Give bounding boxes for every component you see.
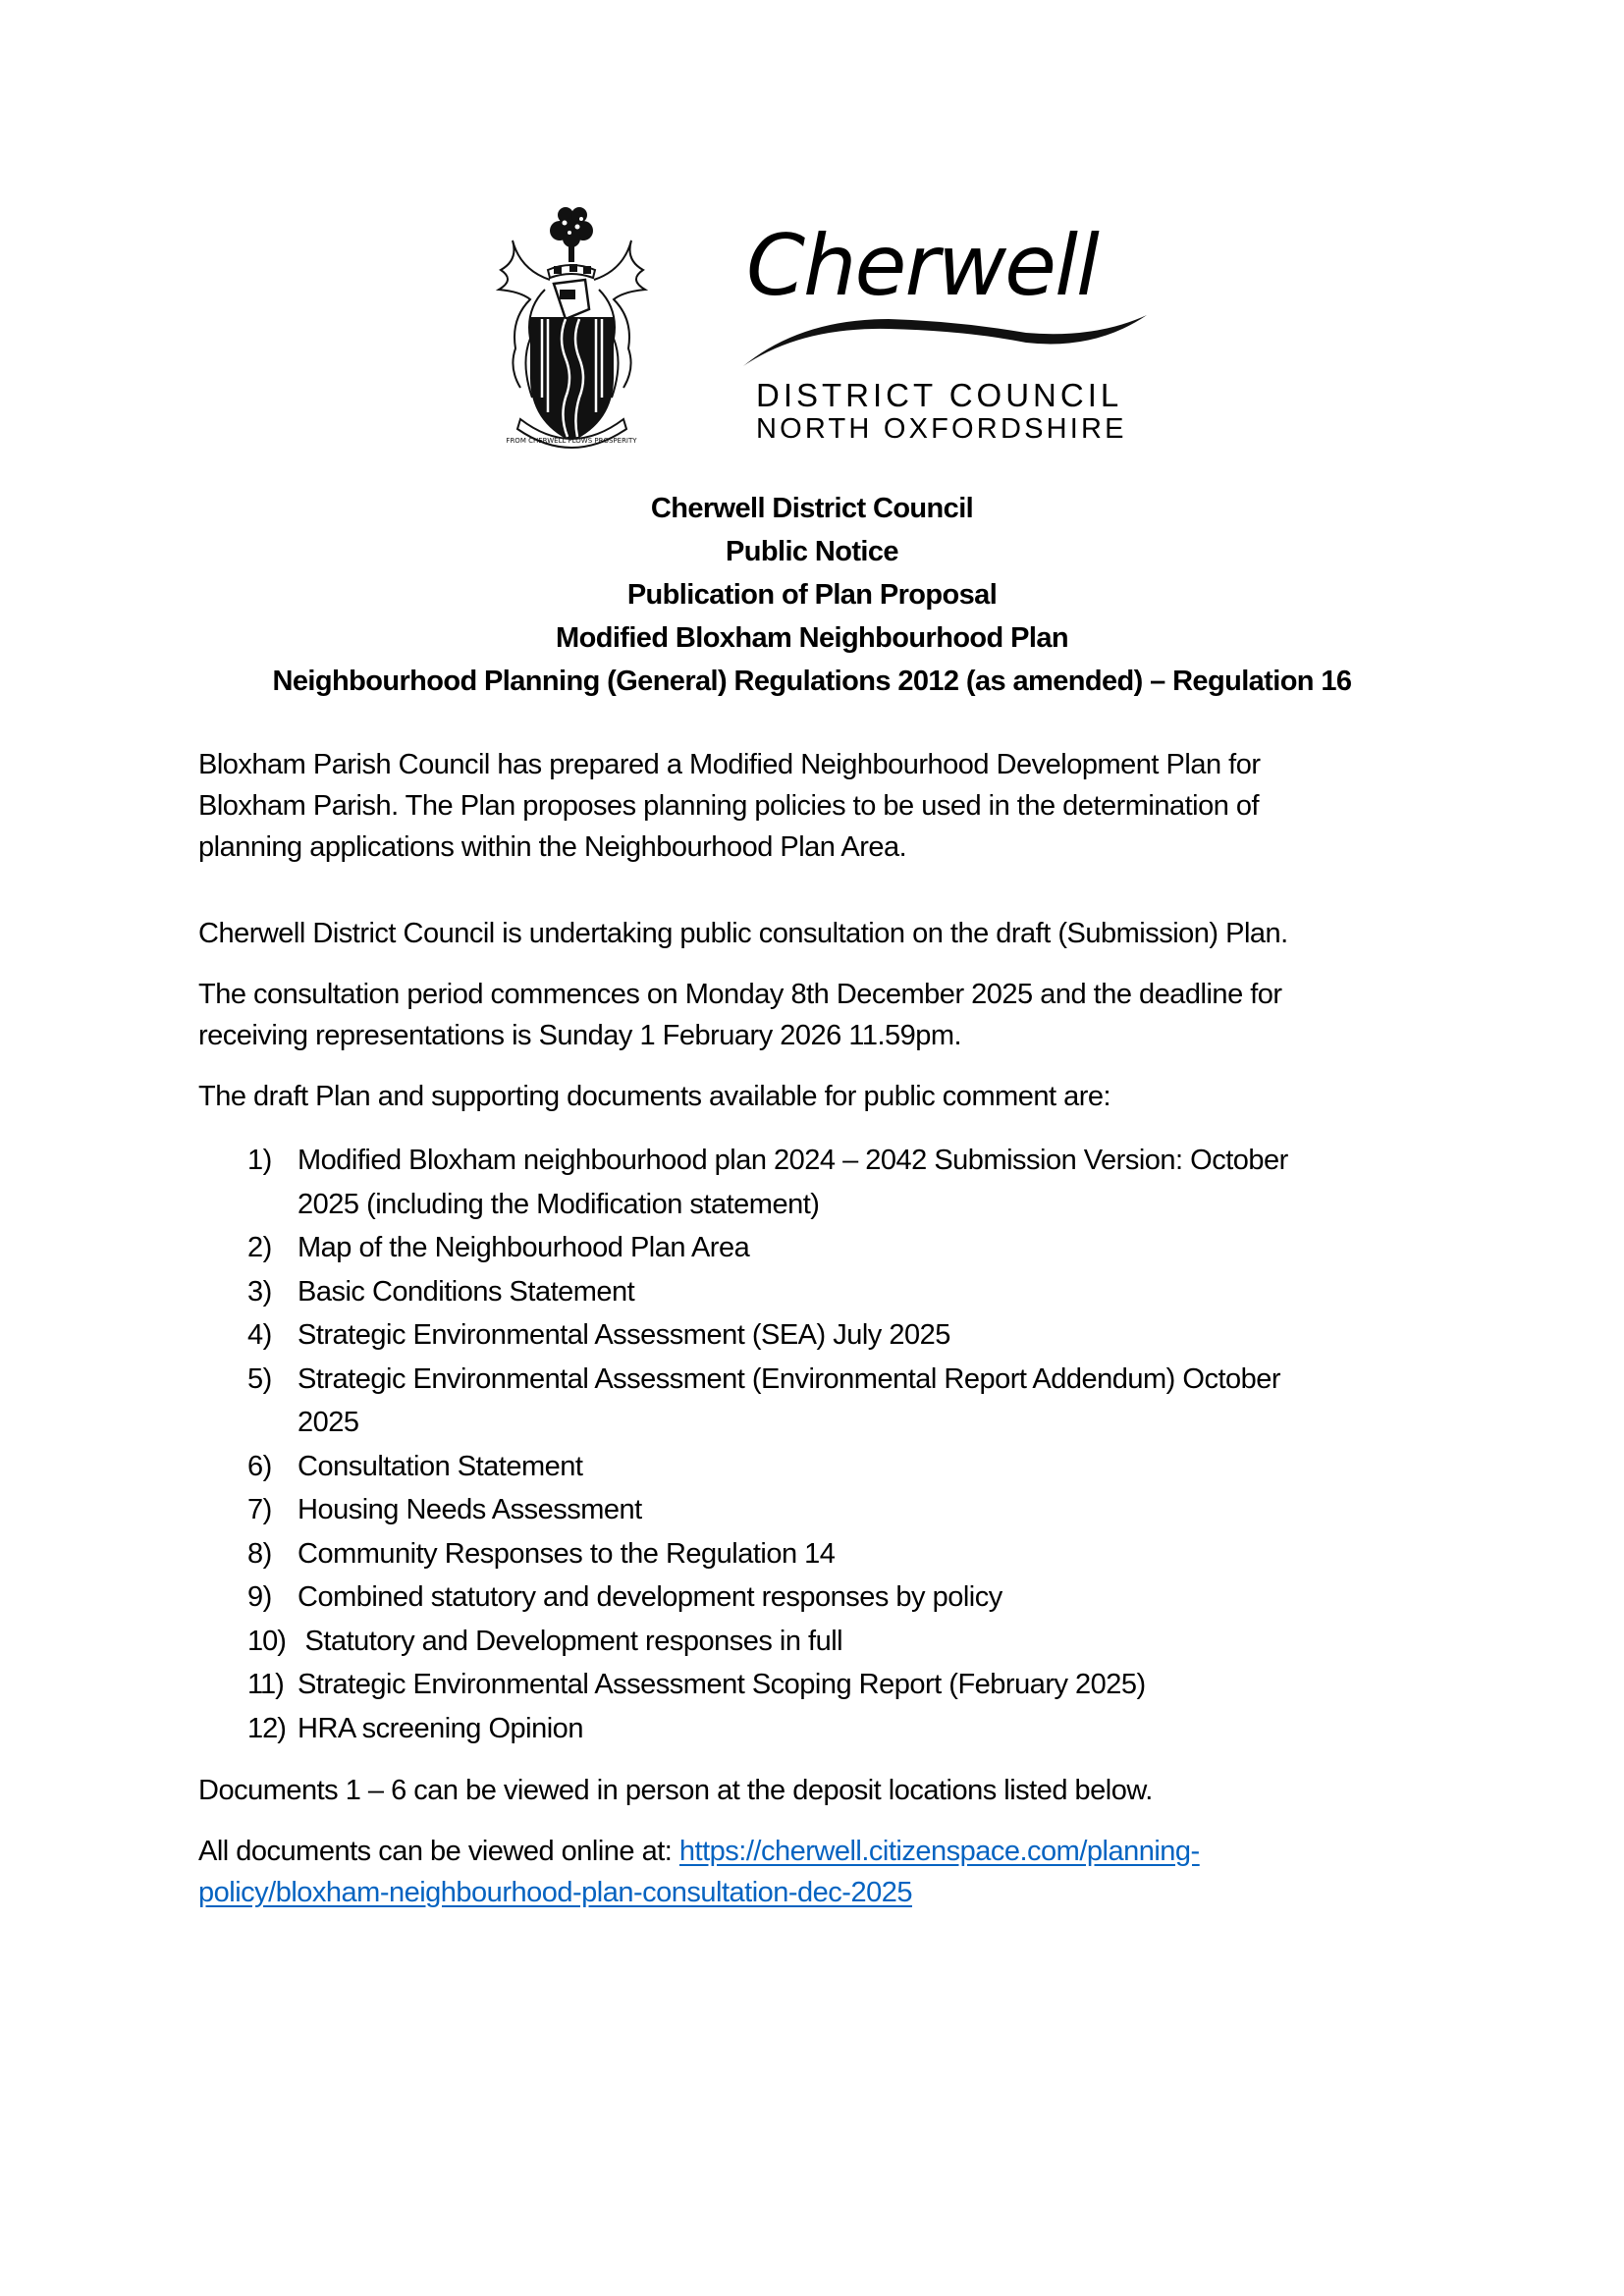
wordmark-line-region: NORTH OXFORDSHIRE [756, 413, 1127, 445]
list-text: Basic Conditions Statement [298, 1275, 635, 1308]
link-line[interactable]: https://cherwell.citizenspace.com/planning- [678, 1836, 1200, 1867]
deposit-paragraph: Documents 1 – 6 can be viewed in person at the deposit locations listed below. [198, 1775, 1153, 1806]
list-item [198, 1620, 1426, 1664]
list-text: Community Responses to the Regulation 14 [298, 1537, 836, 1570]
crest-motto: FROM CHERWELL FLOWS PROSPERITY [506, 437, 637, 445]
online-paragraph [198, 1831, 1426, 1913]
list-number: 2) [247, 1232, 272, 1263]
list-item [198, 1358, 1426, 1445]
heading-publication: Publication of Plan Proposal [626, 579, 998, 611]
list-text: Housing Needs Assessment [298, 1494, 642, 1525]
list-number: 8) [247, 1537, 272, 1570]
list-item [198, 1663, 1426, 1707]
list-text: Statutory and Development responses in full [298, 1625, 843, 1657]
coat-of-arms-icon [491, 201, 653, 454]
link-line[interactable]: policy/bloxham-neighbourhood-plan-consultation-dec-2025 [198, 1877, 912, 1908]
period-paragraph [198, 974, 1426, 1056]
list-item [198, 1226, 1426, 1270]
list-number: 3) [247, 1275, 272, 1308]
list-text: Strategic Environmental Assessment Scoping Report (February 2025) [298, 1669, 1146, 1700]
wordmark-line-district: DISTRICT COUNCIL [756, 377, 1123, 413]
period-line: receiving representations is Sunday 1 February 2026 11.59pm. [198, 1020, 962, 1051]
consultation-paragraph: Cherwell District Council is undertaking public consultation on the draft (Submission) Plan. [198, 918, 1288, 949]
intro-line: Bloxham Parish. The Plan proposes planning policies to be used in the determination of [198, 790, 1260, 822]
intro-paragraph [198, 744, 1426, 868]
list-text: Consultation Statement [298, 1450, 583, 1482]
list-number: 1) [247, 1145, 272, 1176]
list-item [198, 1707, 1426, 1751]
list-number: 4) [247, 1319, 272, 1351]
intro-line: Bloxham Parish Council has prepared a Modified Neighbourhood Development Plan for [198, 749, 1261, 780]
list-item [198, 1488, 1426, 1532]
list-text: Modified Bloxham neighbourhood plan 2024 – 2042 Submission Version: October [298, 1145, 1288, 1176]
list-number: 5) [247, 1362, 272, 1395]
list-text: HRA screening Opinion [298, 1712, 583, 1744]
notice-body [198, 744, 1426, 1913]
online-prefix: All documents can be viewed online at: [198, 1836, 679, 1867]
council-logo [491, 201, 1149, 456]
list-text: Map of the Neighbourhood Plan Area [298, 1232, 750, 1263]
documents-list [198, 1139, 1426, 1750]
swoosh-icon [741, 307, 1149, 368]
list-text: Combined statutory and development responses by policy [298, 1581, 1002, 1613]
intro-line: planning applications within the Neighbourhood Plan Area. [198, 831, 907, 863]
list-item [198, 1270, 1426, 1314]
heading-notice: Public Notice [726, 536, 898, 567]
list-item [198, 1532, 1426, 1576]
list-number: 12) [247, 1712, 286, 1744]
list-text: 2025 (including the Modification statement) [298, 1188, 820, 1220]
wordmark-name: Cherwell [746, 217, 1098, 315]
list-item [198, 1139, 1426, 1226]
heading-org: Cherwell District Council [650, 493, 974, 524]
list-item [198, 1575, 1426, 1620]
heading-regulation: Neighbourhood Planning (General) Regulations 2012 (as amended) – Regulation 16 [272, 666, 1352, 697]
list-number: 7) [247, 1494, 272, 1525]
list-text: Strategic Environmental Assessment (SEA) July 2025 [298, 1319, 950, 1351]
heading-plan: Modified Bloxham Neighbourhood Plan [556, 622, 1068, 654]
list-number: 9) [247, 1581, 272, 1613]
documents-intro: The draft Plan and supporting documents available for public comment are: [198, 1081, 1111, 1112]
list-text: Strategic Environmental Assessment (Environmental Report Addendum) October [298, 1362, 1281, 1395]
list-number: 10) [247, 1625, 286, 1657]
list-number: 11) [247, 1669, 284, 1700]
council-wordmark [741, 217, 1149, 456]
list-item [198, 1313, 1426, 1358]
period-line: The consultation period commences on Monday 8th December 2025 and the deadline for [198, 979, 1282, 1010]
list-item [198, 1445, 1426, 1489]
list-text: 2025 [298, 1407, 359, 1438]
notice-heading [0, 487, 1624, 703]
list-number: 6) [247, 1450, 272, 1482]
